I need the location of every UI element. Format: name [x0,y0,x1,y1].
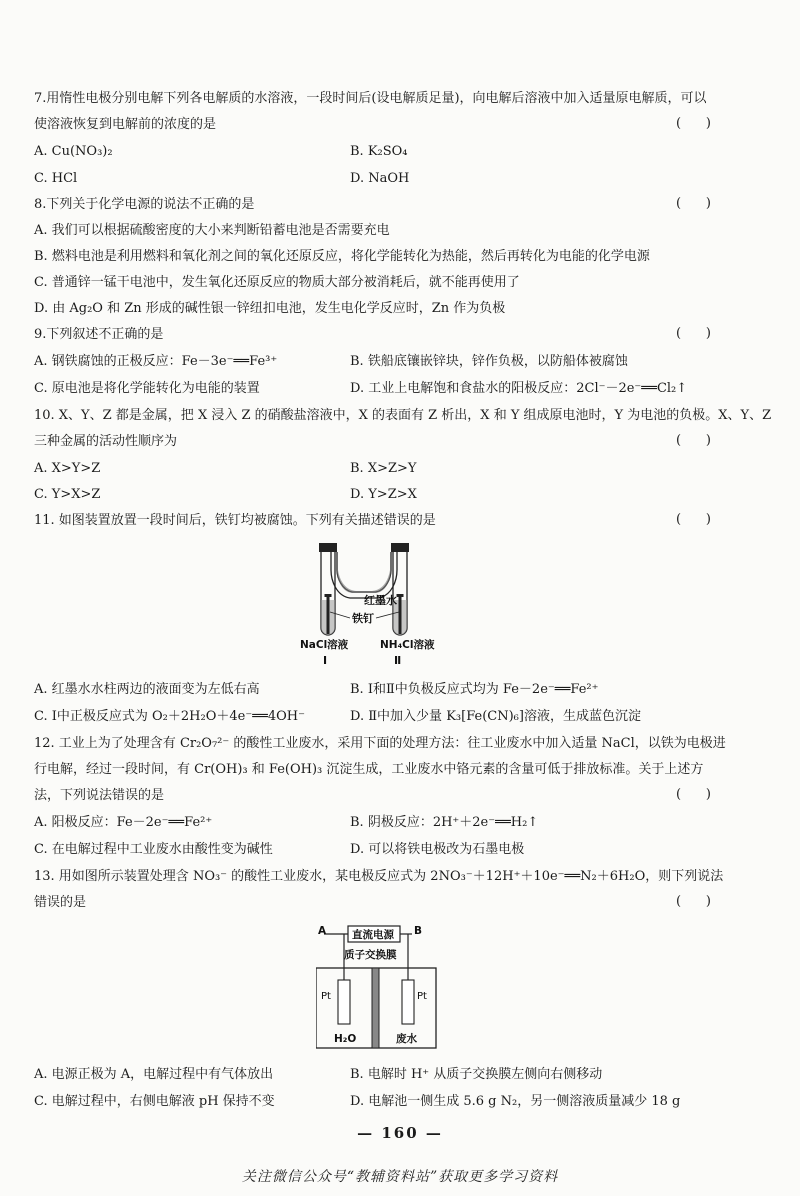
q11-figure-corrosion-apparatus [300,540,470,670]
q8-stem: 8.下列关于化学电源的说法不正确的是 [34,197,255,212]
q8-option-b: B. 燃料电池是利用燃料和氧化剂之间的氧化还原反应，将化学能转化为热能，然后再转化为电能的化学电源 [34,249,650,264]
q13-stem-line2: 错误的是 [34,895,87,910]
label-proton-membrane: 质子交换膜 [344,949,397,961]
label-tube-i: Ⅰ [323,654,328,667]
q13-figure-electrolysis-cell [316,924,476,1054]
q8-option-c: C. 普通锌一锰干电池中，发生氧化还原反应的物质大部分被消耗后，就不能再使用了 [34,275,520,290]
q7-option-d: D. NaOH [350,171,410,186]
q10-answer-paren: ( ) [676,433,711,448]
watermark-text: 关注微信公众号“教辅资料站”获取更多学习资料 [241,1169,559,1185]
label-iron-nail: 铁钉 [352,612,374,625]
q12-option-b: B. 阴极反应：2H⁺＋2e⁻══H₂↑ [350,815,539,830]
label-nh4cl-solution: NH₄Cl溶液 [380,639,435,651]
q7-option-c: C. HCl [34,171,78,186]
label-nacl-solution: NaCl溶液 [300,639,349,651]
label-h2o: H₂O [334,1033,357,1045]
q9-option-c: C. 原电池是将化学能转化为电能的装置 [34,381,260,396]
q10-option-c: C. Y>X>Z [34,487,101,502]
label-pt-left: Pt [321,991,331,1002]
q10-option-d: D. Y>Z>X [350,487,417,502]
q11-answer-paren: ( ) [676,512,711,527]
label-wastewater: 废水 [396,1033,417,1045]
q13-answer-paren: ( ) [676,894,711,909]
q13-option-c: C. 电解过程中，右侧电解液 pH 保持不变 [34,1094,275,1109]
proton-exchange-membrane [372,968,379,1048]
q9-option-a: A. 钢铁腐蚀的正极反应：Fe－3e⁻══Fe³⁺ [34,354,278,369]
label-pt-right: Pt [417,991,427,1002]
right-iron-nail [399,596,402,634]
q9-stem: 9.下列叙述不正确的是 [34,327,164,342]
q7-option-b: B. K₂SO₄ [350,144,408,159]
q7-answer-paren: ( ) [676,116,711,131]
q10-stem-line2: 三种金属的活动性顺序为 [34,434,178,449]
left-pt-electrode [338,980,350,1024]
q13-option-d: D. 电解池一侧生成 5.6 g N₂，另一侧溶液质量减少 18 g [350,1094,681,1109]
q12-stem-line1: 12. 工业上为了处理含有 Cr₂O₇²⁻ 的酸性工业废水，采用下面的处理方法：往工业废水中加入适量 NaCl，以铁为电极进 [34,736,726,751]
q7-stem-line1: 7.用惰性电极分别电解下列各电解质的水溶液，一段时间后(设电解质足量)，向电解后溶液中加入适量原电解质，可以 [34,91,707,106]
q10-option-a: A. X>Y>Z [34,461,101,476]
q11-option-c: C. Ⅰ中正极反应式为 O₂＋2H₂O＋4e⁻══4OH⁻ [34,709,305,724]
q8-option-a: A. 我们可以根据硫酸密度的大小来判断铅蓄电池是否需要充电 [34,223,390,238]
q8-option-d: D. 由 Ag₂O 和 Zn 形成的碱性银一锌纽扣电池，发生电化学反应时，Zn 作为负极 [34,301,506,316]
q12-option-c: C. 在电解过程中工业废水由酸性变为碱性 [34,842,273,857]
q9-option-d: D. 工业上电解饱和食盐水的阳极反应：2Cl⁻－2e⁻══Cl₂↑ [350,381,688,396]
q10-stem-line1: 10. X、Y、Z 都是金属，把 X 浸入 Z 的硝酸盐溶液中，X 的表面有 Z 析出，X 和 Y 组成原电池时，Y 为电池的负极。X、Y、Z [34,408,772,423]
right-stopper [391,543,409,552]
q12-stem-line2: 行电解，经过一段时间，有 Cr(OH)₃ 和 Fe(OH)₃ 沉淀生成，工业废水中铬元素的含量可低于排放标准。关于上述方 [34,762,704,777]
q13-option-a: A. 电源正极为 A，电解过程中有气体放出 [34,1067,274,1082]
label-red-ink: 红墨水 [364,594,397,607]
label-terminal-b: B [414,925,423,937]
q11-stem: 11. 如图装置放置一段时间后，铁钉均被腐蚀。下列有关描述错误的是 [34,513,436,528]
q12-stem-line3: 法，下列说法错误的是 [34,788,165,803]
red-ink-column [337,570,391,593]
q12-option-d: D. 可以将铁电极改为石墨电极 [350,842,525,857]
q9-answer-paren: ( ) [676,326,711,341]
q10-option-b: B. X>Z>Y [350,461,417,476]
q11-option-d: D. Ⅱ中加入少量 K₃[Fe(CN)₆]溶液，生成蓝色沉淀 [350,709,641,724]
q7-option-a: A. Cu(NO₃)₂ [34,144,113,159]
label-tube-ii: Ⅱ [394,654,402,667]
q13-stem-line1: 13. 用如图所示装置处理含 NO₃⁻ 的酸性工业废水，某电极反应式为 2NO₃⁻＋12H⁺＋10e⁻══N₂＋6H₂O，则下列说法 [34,869,724,884]
page-number: — 160 — [357,1124,443,1142]
q7-stem-line2: 使溶液恢复到电解前的浓度的是 [34,117,217,132]
left-iron-nail [327,596,330,634]
q12-answer-paren: ( ) [676,787,711,802]
label-dc-power: 直流电源 [352,929,394,941]
q9-option-b: B. 铁船底镶嵌锌块，锌作负极，以防船体被腐蚀 [350,354,628,369]
q8-answer-paren: ( ) [676,196,711,211]
label-terminal-a: A [318,925,327,937]
q11-option-b: B. Ⅰ和Ⅱ中负极反应式均为 Fe－2e⁻══Fe²⁺ [350,682,599,697]
q13-option-b: B. 电解时 H⁺ 从质子交换膜左侧向右侧移动 [350,1067,603,1082]
left-stopper [319,543,337,552]
right-pt-electrode [402,980,414,1024]
q12-option-a: A. 阳极反应：Fe－2e⁻══Fe²⁺ [34,815,213,830]
q11-option-a: A. 红墨水水柱两边的液面变为左低右高 [34,682,260,697]
